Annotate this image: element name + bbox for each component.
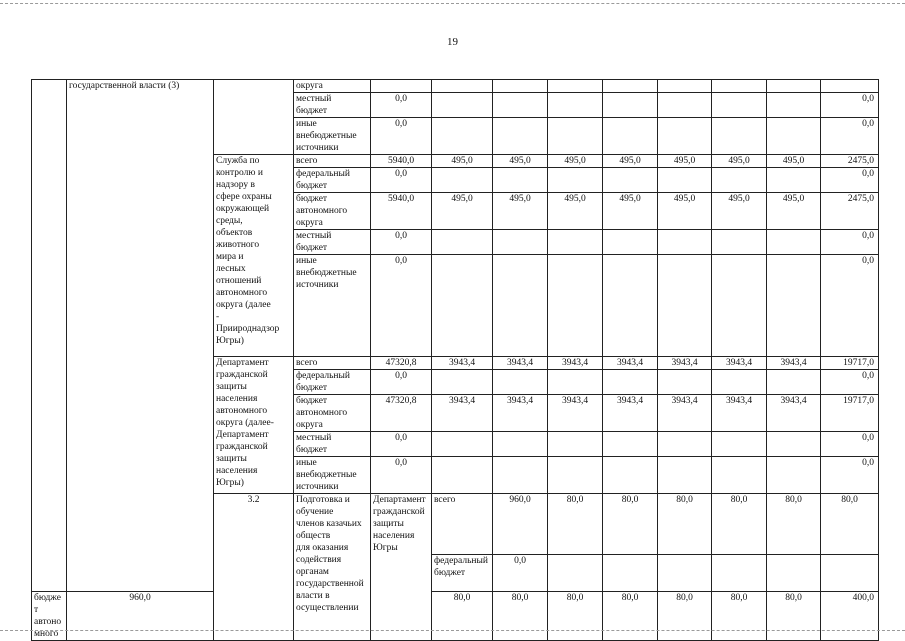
cell-measure-name: Подготовка и обучение членов казачьих обществ для оказания содействия органам государственной власти в осуществлении bbox=[294, 494, 371, 641]
cell-year bbox=[712, 555, 767, 592]
cell-year bbox=[712, 118, 767, 155]
cell-year: 80,0 bbox=[603, 592, 658, 641]
cell-year bbox=[432, 255, 493, 357]
cell-year bbox=[767, 432, 821, 457]
cell-total: 960,0 bbox=[67, 592, 214, 641]
cell-year bbox=[658, 93, 712, 118]
cell-source: всего bbox=[294, 357, 371, 370]
cell-source: бюджет автономного округа bbox=[294, 193, 371, 230]
cell-year bbox=[432, 93, 493, 118]
cell-year: 495,0 bbox=[767, 193, 821, 230]
cell-year: 3943,4 bbox=[712, 395, 767, 432]
cell-year bbox=[767, 168, 821, 193]
cell-year bbox=[603, 370, 658, 395]
cell-year bbox=[767, 255, 821, 357]
scan-top-edge bbox=[0, 3, 905, 5]
cell-year: 3943,4 bbox=[548, 395, 603, 432]
cell-year bbox=[821, 555, 879, 592]
cell-year: 495,0 bbox=[658, 155, 712, 168]
cell-year bbox=[712, 370, 767, 395]
cell-year bbox=[712, 255, 767, 357]
cell-year: 3943,4 bbox=[658, 357, 712, 370]
cell-year: 3943,4 bbox=[432, 357, 493, 370]
cell-source: всего bbox=[294, 155, 371, 168]
cell-year: 80,0 bbox=[603, 494, 658, 555]
cell-year bbox=[548, 370, 603, 395]
budget-table bbox=[31, 79, 879, 641]
cell-year bbox=[493, 168, 548, 193]
page-number: 19 bbox=[447, 36, 458, 48]
cell-year: 3943,4 bbox=[493, 357, 548, 370]
cell-year: 80,0 bbox=[548, 494, 603, 555]
cell-total: 0,0 bbox=[371, 255, 432, 357]
cell-source: федеральный бюджет bbox=[432, 555, 493, 592]
cell-year: 495,0 bbox=[712, 155, 767, 168]
cell-year bbox=[548, 230, 603, 255]
cell-year: 495,0 bbox=[767, 155, 821, 168]
cell-year bbox=[548, 457, 603, 494]
cell-year bbox=[658, 432, 712, 457]
cell-year: 3943,4 bbox=[767, 357, 821, 370]
cell-year bbox=[548, 168, 603, 193]
cell-year: 495,0 bbox=[603, 193, 658, 230]
cell-year bbox=[767, 370, 821, 395]
cell-sum: 0,0 bbox=[821, 457, 879, 494]
cell-sum: 19717,0 bbox=[821, 395, 879, 432]
cell-num: 3.2 bbox=[214, 494, 294, 641]
cell-year bbox=[603, 230, 658, 255]
cell-year bbox=[432, 230, 493, 255]
cell-source: федеральный бюджет bbox=[294, 168, 371, 193]
cell-source: иные внебюджетные источники bbox=[294, 118, 371, 155]
cell-sum: 0,0 bbox=[821, 230, 879, 255]
cell-source: местный бюджет bbox=[294, 230, 371, 255]
cell-year bbox=[603, 432, 658, 457]
cell-source: бюджет автономного округа bbox=[294, 395, 371, 432]
cell-year bbox=[493, 457, 548, 494]
cell-year: 80,0 bbox=[767, 592, 821, 641]
cell-year: 80,0 bbox=[658, 494, 712, 555]
cell-year bbox=[432, 457, 493, 494]
cell-year bbox=[548, 432, 603, 457]
cell-year bbox=[712, 457, 767, 494]
cell-year: 80,0 bbox=[712, 494, 767, 555]
cell-year bbox=[658, 370, 712, 395]
cell-year bbox=[767, 80, 821, 93]
cell-year bbox=[432, 118, 493, 155]
cell-year bbox=[603, 457, 658, 494]
cell-year bbox=[603, 168, 658, 193]
cell-year bbox=[432, 80, 493, 93]
cell-total: 47320,8 bbox=[371, 395, 432, 432]
cell-year bbox=[548, 80, 603, 93]
cell-year bbox=[712, 93, 767, 118]
cell-year bbox=[432, 370, 493, 395]
cell-num bbox=[32, 80, 67, 592]
cell-total: 0,0 bbox=[371, 93, 432, 118]
cell-year bbox=[493, 255, 548, 357]
cell-year bbox=[548, 555, 603, 592]
cell-total: 0,0 bbox=[493, 555, 548, 592]
cell-source: местный бюджет bbox=[294, 93, 371, 118]
cell-year: 80,0 bbox=[432, 592, 493, 641]
cell-year bbox=[603, 118, 658, 155]
table-row bbox=[32, 80, 879, 93]
cell-year bbox=[432, 168, 493, 193]
cell-year: 80,0 bbox=[767, 494, 821, 555]
cell-year: 80,0 bbox=[493, 592, 548, 641]
cell-total: 47320,8 bbox=[371, 357, 432, 370]
cell-year: 3943,4 bbox=[603, 395, 658, 432]
cell-year: 3943,4 bbox=[767, 395, 821, 432]
cell-year bbox=[493, 370, 548, 395]
table-row bbox=[32, 592, 879, 641]
cell-executor: Департамент гражданской защиты населения Югры bbox=[371, 494, 432, 641]
cell-total: 960,0 bbox=[493, 494, 548, 555]
cell-total: 0,0 bbox=[371, 230, 432, 255]
cell-total: 0,0 bbox=[371, 168, 432, 193]
cell-source: бюджет автономного bbox=[32, 592, 67, 641]
cell-year bbox=[493, 93, 548, 118]
cell-total: 0,0 bbox=[371, 432, 432, 457]
cell-source: иные внебюджетные источники bbox=[294, 255, 371, 357]
cell-year bbox=[767, 93, 821, 118]
cell-year bbox=[712, 80, 767, 93]
cell-year: 3943,4 bbox=[493, 395, 548, 432]
cell-year bbox=[493, 118, 548, 155]
cell-year bbox=[767, 457, 821, 494]
cell-year bbox=[712, 230, 767, 255]
cell-year: 495,0 bbox=[603, 155, 658, 168]
cell-year bbox=[712, 432, 767, 457]
cell-source: местный бюджет bbox=[294, 432, 371, 457]
cell-sum: 2475,0 bbox=[821, 193, 879, 230]
cell-year bbox=[658, 255, 712, 357]
cell-year: 495,0 bbox=[432, 193, 493, 230]
cell-year: 495,0 bbox=[712, 193, 767, 230]
cell-total: 5940,0 bbox=[371, 193, 432, 230]
cell-year: 3943,4 bbox=[712, 357, 767, 370]
cell-executor: Служба по контролю и надзору в сфере охраны окружающей среды, объектов животного мира и лесных отношений автономного округа (далее - Приироднадзор Югры) bbox=[214, 155, 294, 357]
cell-total: 5940,0 bbox=[371, 155, 432, 168]
cell-source: федеральный бюджет bbox=[294, 370, 371, 395]
cell-year: 495,0 bbox=[548, 193, 603, 230]
cell-source: всего bbox=[432, 494, 493, 555]
cell-year: 80,0 bbox=[712, 592, 767, 641]
cell-year bbox=[767, 118, 821, 155]
cell-year bbox=[658, 118, 712, 155]
cell-year bbox=[658, 457, 712, 494]
cell-year bbox=[603, 93, 658, 118]
cell-year bbox=[548, 118, 603, 155]
cell-total: 0,0 bbox=[371, 457, 432, 494]
cell-sum: 0,0 bbox=[821, 432, 879, 457]
scan-bottom-edge bbox=[0, 630, 905, 632]
cell-year bbox=[767, 230, 821, 255]
cell-sum bbox=[821, 80, 879, 93]
cell-sum: 0,0 bbox=[821, 93, 879, 118]
cell-year bbox=[432, 432, 493, 457]
cell-year: 3943,4 bbox=[548, 357, 603, 370]
cell-year bbox=[548, 93, 603, 118]
cell-sum: 400,0 bbox=[821, 592, 879, 641]
cell-year: 495,0 bbox=[432, 155, 493, 168]
cell-sum: 0,0 bbox=[821, 118, 879, 155]
cell-measure-name: государственной власти (3) bbox=[67, 80, 214, 592]
cell-year bbox=[603, 255, 658, 357]
cell-year: 3943,4 bbox=[432, 395, 493, 432]
cell-year: 80,0 bbox=[548, 592, 603, 641]
cell-year bbox=[658, 230, 712, 255]
cell-source: округа bbox=[294, 80, 371, 93]
cell-total: 0,0 bbox=[371, 370, 432, 395]
cell-sum: 0,0 bbox=[821, 168, 879, 193]
cell-total: 0,0 bbox=[371, 118, 432, 155]
cell-year: 80,0 bbox=[658, 592, 712, 641]
cell-year: 495,0 bbox=[493, 155, 548, 168]
cell-year: 3943,4 bbox=[658, 395, 712, 432]
cell-year bbox=[493, 432, 548, 457]
cell-sum: 0,0 bbox=[821, 370, 879, 395]
cell-year: 495,0 bbox=[658, 193, 712, 230]
cell-year bbox=[712, 168, 767, 193]
cell-year: 80,0 bbox=[821, 494, 879, 555]
cell-year bbox=[548, 255, 603, 357]
cell-year bbox=[658, 80, 712, 93]
cell-year bbox=[658, 168, 712, 193]
cell-year bbox=[658, 555, 712, 592]
cell-executor: Департамент гражданской защиты населения автономного округа (далее- Департамент гражданской защиты населения Югры) bbox=[214, 357, 294, 494]
cell-year bbox=[767, 555, 821, 592]
cell-year bbox=[493, 80, 548, 93]
cell-total bbox=[371, 80, 432, 93]
cell-year: 495,0 bbox=[548, 155, 603, 168]
cell-year bbox=[493, 230, 548, 255]
cell-executor bbox=[214, 80, 294, 155]
cell-source: иные внебюджетные источники bbox=[294, 457, 371, 494]
cell-sum: 19717,0 bbox=[821, 357, 879, 370]
cell-sum: 0,0 bbox=[821, 255, 879, 357]
cell-year: 495,0 bbox=[493, 193, 548, 230]
cell-year bbox=[603, 80, 658, 93]
cell-year bbox=[603, 555, 658, 592]
cell-sum: 2475,0 bbox=[821, 155, 879, 168]
cell-year: 3943,4 bbox=[603, 357, 658, 370]
